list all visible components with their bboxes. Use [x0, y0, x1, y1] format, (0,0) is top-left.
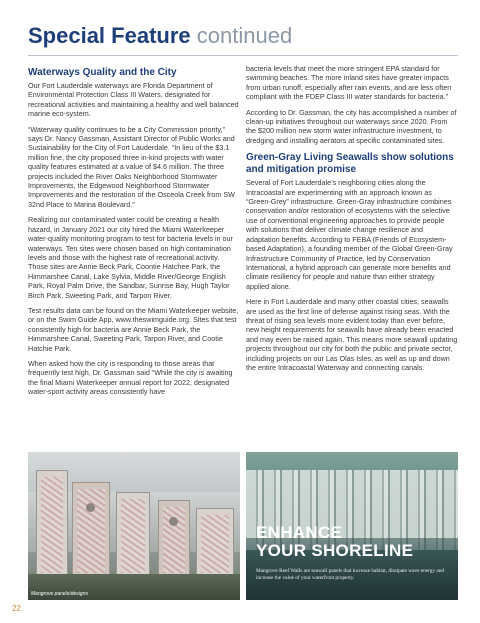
paragraph: bacteria levels that meet the more stringent EPA standard for swimming beaches. The more inland sites have greater impacts from urban runoff, especially after rain events, and are less often compliant with the FDEP Class III water standards for bacteria.” [246, 64, 452, 102]
ad-tagline: Mangrove Reef Walls are seawall panels that increase habitat, dissipate wave energy and increase the value of your waterfront property. [256, 568, 445, 581]
paragraph: According to Dr. Gassman, the city has accomplished a number of clean-up initiatives throughout our waterways since 2020. From the $200 million new storm water infrastructure investment, to dredging and installing aerators at specific contaminated sites. [246, 107, 457, 145]
right-column [246, 64, 458, 444]
ad-headline [256, 524, 452, 560]
paragraph: Our Fort Lauderdale waterways are Florida Department of Environmental Protection Class III Waters, designated for recreational activities and maintaining a healthy and well balanced marine eco-system. [28, 81, 239, 119]
shoreline-ad-photo [246, 452, 458, 600]
paragraph: Here in Fort Lauderdale and many other coastal cities, seawalls are used as the first line of defense against rising seas. With the threat of rising sea levels more evident today than ever before, new height requirements for seawalls have already been enacted and may even be raised again. This means more seawall updating projects throughout our city for both the public and private sector, including projects on our Las Olas Isles, as well as up and down the entire Intracoastal Waterway and connecting canals. [246, 297, 458, 372]
seawall-panel [158, 500, 190, 580]
header-divider [28, 55, 458, 56]
page-title-light: continued [196, 23, 293, 48]
page-number: 22 [12, 604, 21, 613]
paragraph: When asked how the city is responding to those areas that frequently test high, Dr. Gassman said “While the city is awaiting the final Miami Waterkeeper annual report for 2022, designated water-sport activity areas consistently have [28, 358, 233, 397]
page-title-strong: Special Feature [28, 23, 191, 48]
ad-headline-line1: ENHANCE [256, 523, 343, 542]
seawall-panel [116, 492, 150, 580]
paragraph: Test results data can be found on the Miami Waterkeeper website, or on the Swim Guide App, www.theswimguide.org. Sites that test consistently high for bacteria are Annie Beck Park, the Himmarshee Canal, Sweeting Park, Tarpon River, and Cootie Hatchie Park. [28, 305, 239, 353]
section-heading-waterways: Waterways Quality and the City [28, 67, 177, 78]
seawall-panel [36, 470, 68, 580]
photo-caption: Mangrove panels/designs [31, 591, 88, 597]
section-heading-seawalls: Green-Gray Living Seawalls show solutions and mitigation promise [246, 152, 454, 176]
left-column [28, 64, 240, 444]
seawall-panel [196, 508, 234, 580]
paragraph: Realizing our contaminated water could be creating a health hazard, in January 2021 our city hired the Miami Waterkeeper water-quality monitoring program to test for bacteria levels in our waterways. Ten sites were chosen based on high contamination levels and those with the highest rate of recreational activity. Those sites are Annie Beck Park, Coontie Hatchee Park, the Himmarshee Canal, Lake Sylvia, Middle River/George English Park, Royal Palm Drive, the Sandbar, Sunrise Bay, Hugh Taylor Birch Park, Sweeting Park, and Tarpon River. [28, 215, 233, 300]
ad-headline-line2: YOUR SHORELINE [256, 541, 414, 560]
paragraph: “Waterway quality continues to be a City Commission priority,” says Dr. Nancy Gassman, Assistant Director of Public Works and Sustainability for the City of Fort Lauderdale. “In lieu of the $3.1 million fine, the city proposed three in-kind projects with water quality features estimated at a value of $4.6 million. The three projects included the River Oaks Neighborhood Stormwater Improvements, the Edgewood Neighborhood Stormwater Improvements and the restoration of the Osceola Creek from SW 32nd Place to Marina Boulevard.” [28, 124, 235, 209]
page-title [28, 22, 458, 50]
seawall-panel [72, 482, 110, 580]
mangrove-panels-photo [28, 452, 240, 600]
paragraph: Several of Fort Lauderdale’s neighboring cities along the Intracoastal are experimenting with an approach known as “Green-Grey” infrastructure. Green-Gray infrastructure combines conservation and/or restoration of ecosystems with the selective use of conventional engineering approaches to provide people with solutions that deliver climate change resilience and adaptation benefits. According to FEBA (Friends of Ecosystem-based Adaptation), a founding member of the Global Green-Gray Infrastructure Community of Practice, led by Conservation International, a hybrid approach can generate more benefits and climate resiliency for people and nature than either strategy applied alone. [246, 178, 453, 291]
